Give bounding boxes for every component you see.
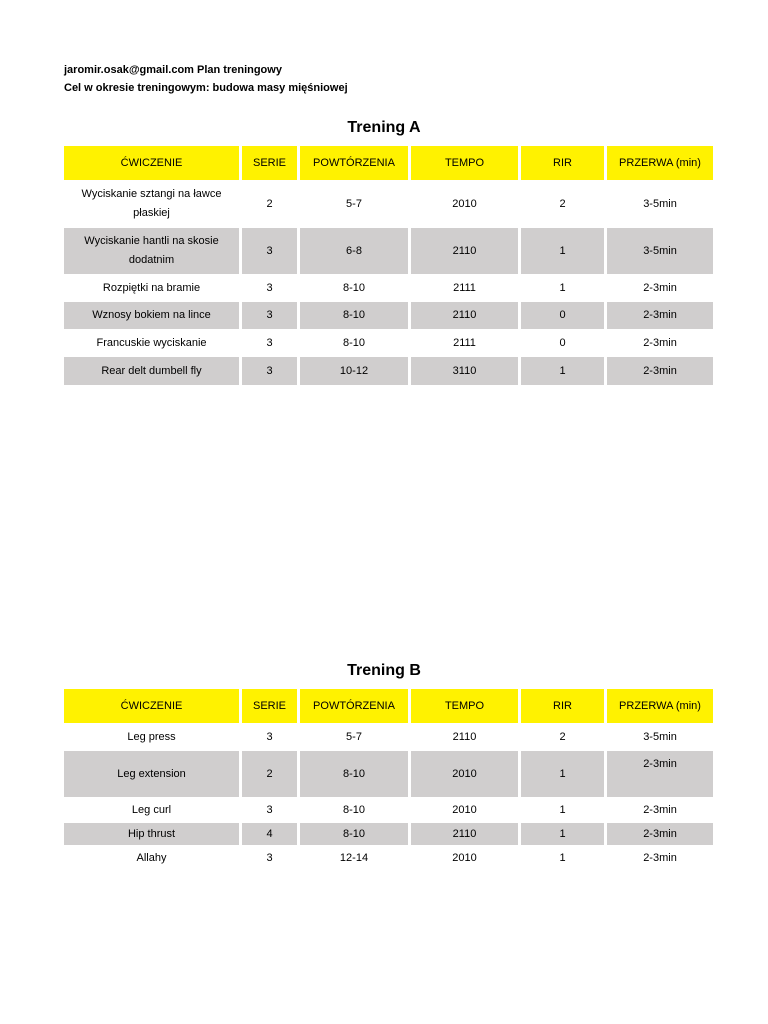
training-b-table: [61, 687, 716, 871]
cell-tempo: 2010: [411, 751, 518, 797]
cell-rest: 3-5min: [643, 730, 677, 743]
cell-rest: 2-3min: [607, 357, 713, 385]
col-header-reps: POWTÓRZENIA: [300, 146, 408, 180]
cell-sets: 3: [266, 281, 273, 294]
cell-sets: 2: [242, 751, 297, 797]
training-a-title: Trening A: [347, 119, 421, 136]
cell-rir: 1: [559, 803, 566, 816]
table-header-row: [64, 689, 713, 723]
table-row: [64, 182, 713, 226]
table-header-row: [64, 146, 713, 180]
email-plan-title: jaromir.osak@gmail.com Plan treningowy: [64, 64, 282, 76]
cell-tempo: 2110: [411, 228, 518, 274]
cell-exercise: Francuskie wyciskanie: [96, 336, 207, 349]
col-header-tempo: TEMPO: [411, 689, 518, 723]
col-header-rir: RIR: [521, 689, 604, 723]
cell-reps: 8-10: [342, 336, 366, 349]
cell-tempo: 2111: [453, 336, 476, 349]
table-row: [64, 847, 713, 869]
cell-rir: 2: [559, 730, 566, 743]
cell-rir: 0: [521, 302, 604, 329]
table-row: [64, 725, 713, 749]
cell-sets: 3: [242, 228, 297, 274]
cell-reps: 8-10: [300, 823, 408, 845]
cell-rest: 3-5min: [607, 228, 713, 274]
cell-exercise: Rear delt dumbell fly: [64, 357, 239, 385]
cell-rir: 1: [559, 851, 566, 864]
cell-tempo: 2110: [411, 302, 518, 329]
table-row: [64, 228, 713, 274]
cell-reps: 8-10: [342, 281, 366, 294]
cell-sets: 4: [242, 823, 297, 845]
cell-sets: 3: [266, 336, 273, 349]
cell-rest: 3-5min: [643, 197, 677, 210]
table-row: [64, 357, 713, 385]
col-header-sets: SERIE: [242, 146, 297, 180]
cell-reps: 8-10: [300, 302, 408, 329]
col-header-reps: POWTÓRZENIA: [300, 689, 408, 723]
training-goal: Cel w okresie treningowym: budowa masy mięśniowej: [64, 82, 348, 94]
cell-sets: 3: [266, 803, 273, 816]
cell-exercise: Wyciskanie sztangi na ławce płaskiej: [81, 188, 222, 219]
cell-tempo: 2010: [452, 803, 477, 816]
cell-sets: 3: [242, 302, 297, 329]
cell-rest: 2-3min: [643, 851, 677, 864]
cell-tempo: 2010: [452, 851, 477, 864]
cell-reps: 6-8: [300, 228, 408, 274]
cell-rest: 2-3min: [643, 803, 677, 816]
training-a-table: [61, 144, 716, 387]
cell-reps: 5-7: [346, 730, 362, 743]
col-header-exercise: ĆWICZENIE: [64, 689, 239, 723]
col-header-sets: SERIE: [242, 689, 297, 723]
table-row: [64, 751, 713, 797]
table-row: [64, 302, 713, 329]
cell-sets: 3: [266, 730, 273, 743]
cell-rest: 2-3min: [607, 302, 713, 329]
cell-rir: 1: [521, 228, 604, 274]
cell-rest: 2-3min: [607, 823, 713, 845]
cell-exercise: Leg extension: [64, 751, 239, 797]
cell-exercise: Hip thrust: [64, 823, 239, 845]
col-header-rir: RIR: [521, 146, 604, 180]
cell-reps: 10-12: [300, 357, 408, 385]
cell-rir: 0: [559, 336, 566, 349]
cell-rest: 2-3min: [643, 336, 677, 349]
cell-tempo: 3110: [411, 357, 518, 385]
cell-reps: 12-14: [339, 851, 369, 864]
table-row: [64, 799, 713, 821]
cell-exercise: Leg curl: [131, 803, 172, 816]
cell-exercise: Wznosy bokiem na lince: [64, 302, 239, 329]
col-header-tempo: TEMPO: [411, 146, 518, 180]
cell-tempo: 2110: [452, 730, 477, 743]
training-b-title: Trening B: [347, 662, 421, 679]
cell-reps: 5-7: [346, 197, 362, 210]
col-header-rest: PRZERWA (min): [607, 146, 713, 180]
cell-sets: 3: [266, 851, 273, 864]
cell-tempo: 2111: [453, 281, 476, 294]
cell-rir: 2: [559, 197, 566, 210]
cell-exercise: Rozpiętki na bramie: [102, 281, 201, 294]
cell-rir: 1: [521, 751, 604, 797]
cell-tempo: 2110: [411, 823, 518, 845]
cell-exercise: Allahy: [136, 851, 167, 864]
cell-rir: 1: [521, 357, 604, 385]
cell-reps: 8-10: [342, 803, 366, 816]
col-header-rest: PRZERWA (min): [607, 689, 713, 723]
table-row: [64, 823, 713, 845]
cell-exercise: Leg press: [127, 730, 176, 743]
cell-rest: 2-3min: [607, 751, 713, 797]
cell-sets: 3: [242, 357, 297, 385]
table-row: [64, 276, 713, 300]
cell-sets: 2: [266, 197, 273, 210]
cell-rest: 2-3min: [643, 281, 677, 294]
cell-rir: 1: [521, 823, 604, 845]
col-header-exercise: ĆWICZENIE: [64, 146, 239, 180]
cell-exercise: Wyciskanie hantli na skosie dodatnim: [64, 228, 239, 274]
table-row: [64, 331, 713, 355]
cell-rir: 1: [559, 281, 566, 294]
cell-reps: 8-10: [300, 751, 408, 797]
cell-tempo: 2010: [452, 197, 477, 210]
